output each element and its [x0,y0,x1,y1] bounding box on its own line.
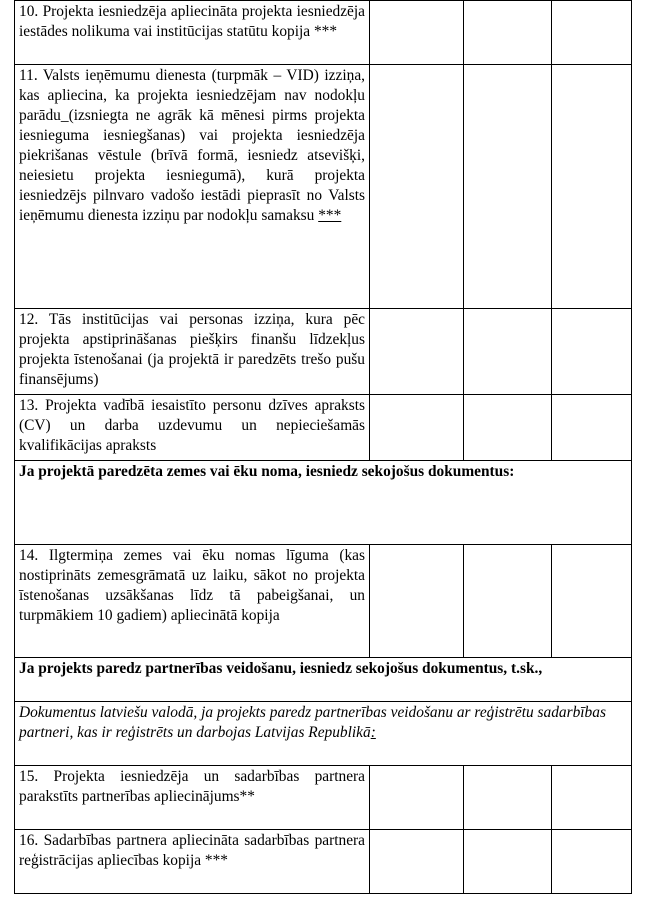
table-row [15,309,632,395]
empty-cell [464,545,552,658]
section-heading-partnership: Ja projekts paredz partnerības veidošanu, iesniedz sekojošus dokumentus, t.sk., [15,658,632,702]
table-row [15,766,632,830]
empty-cell [552,65,632,309]
empty-cell [464,65,552,309]
empty-cell [464,1,552,65]
document-item-10: 10. Projekta iesniedzēja apliecināta projekta iesniedzēja iestādes nolikuma vai institūcijas statūtu kopija *** [15,1,370,65]
empty-cell [370,1,464,65]
empty-cell [552,1,632,65]
document-item-11: 11. Valsts ieņēmumu dienesta (turpmāk – VID) izziņa, kas apliecina, ka projekta iesniedzējam nav nodokļu parādu_(izsniegta ne agrāk kā mēnesi pirms projekta iesnieguma iesniegšanas) vai projekta iesniedzēja piekrišanas vēstule (brīvā formā, iesniedz atsevišķi, neiesietu projekta iesniegumā), kurā projekta iesniedzējs pilnvaro vadošo iestādi pieprasīt no Valsts ieņēmumu dienesta izziņu par nodokļu samaksu *** [15,65,370,309]
empty-cell [552,545,632,658]
partnership-note: Dokumentus latviešu valodā, ja projekts paredz partnerības veidošanu ar reģistrētu sadarbības partneri, kas ir reģistrēts un darbojas Latvijas Republikā: [15,702,632,766]
note-colon: : [370,724,376,741]
empty-cell [464,395,552,461]
document-item-12: 12. Tās institūcijas vai personas izziņa, kura pēc projekta apstiprināšanas piešķirs finanšu līdzekļus projekta īstenošanai (ja projektā ir paredzēts trešo pušu finansējums) [15,309,370,395]
table-row [15,545,632,658]
empty-cell [552,309,632,395]
empty-cell [552,395,632,461]
empty-cell [464,830,552,894]
empty-cell [552,766,632,830]
documents-checklist-table [14,0,632,894]
footnote-marker: *** [318,207,342,224]
document-item-16: 16. Sadarbības partnera apliecināta sadarbības partnera reģistrācijas apliecības kopija *** [15,830,370,894]
empty-cell [464,309,552,395]
section-heading-rent: Ja projektā paredzēta zemes vai ēku noma, iesniedz sekojošus dokumentus: [15,461,632,545]
empty-cell [370,545,464,658]
table-row [15,1,632,65]
empty-cell [370,309,464,395]
section-header-row [15,461,632,545]
note-row [15,702,632,766]
table-row [15,65,632,309]
table-row [15,395,632,461]
empty-cell [370,766,464,830]
table-row [15,830,632,894]
empty-cell [370,830,464,894]
empty-cell [370,395,464,461]
document-item-14: 14. Ilgtermiņa zemes vai ēku nomas līguma (kas nostiprināts zemesgrāmatā uz laiku, sākot no projekta īstenošanas uzsākšanas līdz tā pabeigšanai, un turpmākiem 10 gadiem) apliecinātā kopija [15,545,370,658]
empty-cell [464,766,552,830]
document-item-13: 13. Projekta vadībā iesaistīto personu dzīves apraksts (CV) un darba uzdevumu un nepieciešamās kvalifikācijas apraksts [15,395,370,461]
document-item-15: 15. Projekta iesniedzēja un sadarbības partnera parakstīts partnerības apliecinājums** [15,766,370,830]
empty-cell [552,830,632,894]
empty-cell [370,65,464,309]
section-header-row [15,658,632,702]
